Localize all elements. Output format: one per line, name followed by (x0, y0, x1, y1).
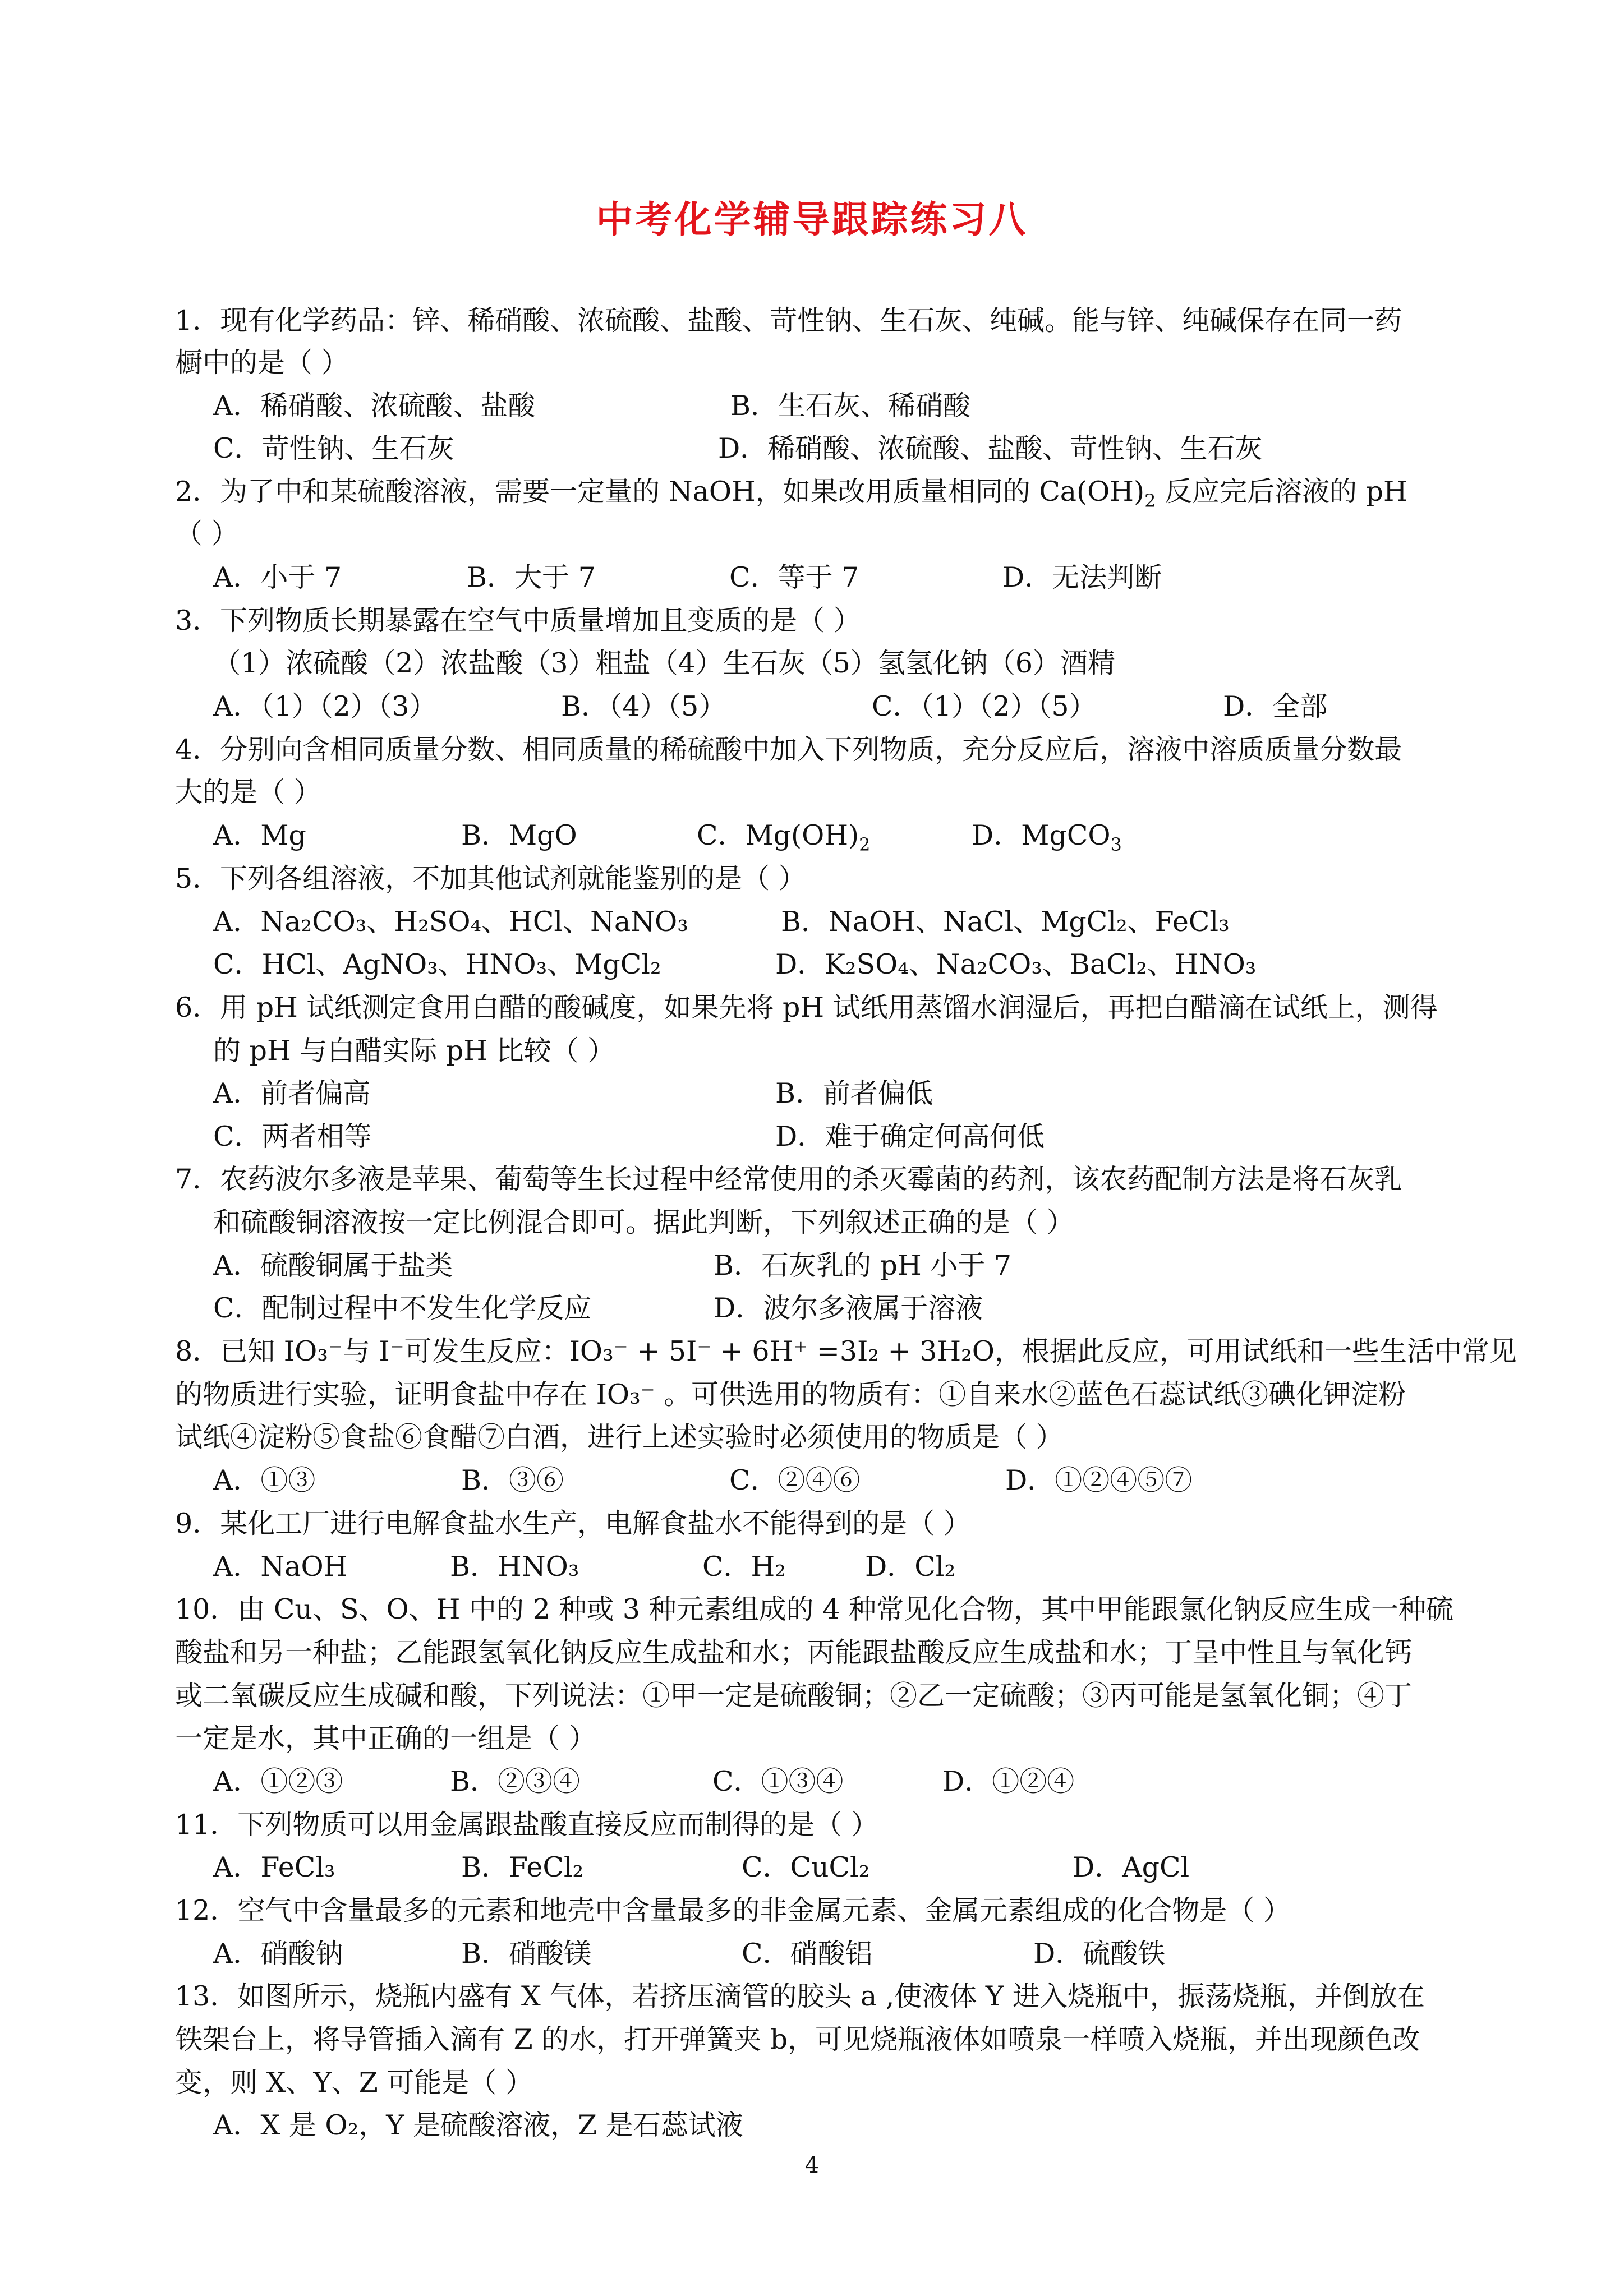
q7-option-a: A．硫酸铜属于盐类 (213, 1250, 453, 1281)
q13-option-a: A．X 是 O₂，Y 是硫酸溶液，Z 是石蕊试液 (213, 2109, 743, 2141)
q6-option-c: C．两者相等 (213, 1121, 372, 1152)
q6-stem-line2: 的 pH 与白醋实际 pH 比较（ ） (213, 1035, 615, 1067)
q8-stem-line3: 试纸④淀粉⑤食盐⑥食醋⑦白酒，进行上述实验时必须使用的物质是（ ） (175, 1421, 1064, 1453)
q11-option-b: B．FeCl₂ (461, 1851, 584, 1883)
q10-stem-line2: 酸盐和另一种盐；乙能跟氢氧化钠反应生成盐和水；丙能跟盐酸反应生成盐和水；丁呈中性且与氧化钙 (175, 1636, 1413, 1668)
q10-stem-line4: 一定是水，其中正确的一组是（ ） (175, 1722, 596, 1754)
q12-option-a: A．硝酸钠 (213, 1938, 343, 1970)
q12-option-b: B．硝酸镁 (461, 1938, 592, 1970)
q2-stem-line2: （ ） (175, 518, 239, 550)
q3-stem-line2: （1）浓硫酸（2）浓盐酸（3）粗盐（4）生石灰（5）氢氢化钠（6）酒精 (213, 647, 1116, 679)
page-title: 中考化学辅导跟踪练习八 (596, 198, 1028, 241)
q8-option-d: D．①②④⑤⑦ (1005, 1464, 1193, 1496)
q11-option-a: A．FeCl₃ (213, 1851, 335, 1883)
q5-option-c: C．HCl、AgNO₃、HNO₃、MgCl₂ (213, 948, 661, 980)
q10-option-a: A．①②③ (213, 1765, 343, 1797)
q2-option-d: D．无法判断 (1002, 561, 1162, 593)
q11-option-d: D．AgCl (1073, 1851, 1190, 1883)
q2-stem-line1 (175, 474, 1407, 510)
q6-option-a: A．前者偏高 (213, 1077, 371, 1109)
page-number: 4 (804, 2152, 820, 2178)
q11-stem-line1: 11．下列物质可以用金属跟盐酸直接反应而制得的是（ ） (175, 1809, 878, 1841)
q3-stem-line1: 3．下列物质长期暴露在空气中质量增加且变质的是（ ） (175, 605, 861, 637)
q10-option-c: C．①③④ (712, 1765, 844, 1797)
q5-option-b: B．NaOH、NaCl、MgCl₂、FeCl₃ (781, 906, 1230, 938)
q4-stem-line2: 大的是（ ） (175, 776, 321, 808)
q9-option-c: C．H₂ (702, 1551, 786, 1583)
q2-stem-subscript: 2 (1144, 490, 1156, 511)
q5-option-d: D．K₂SO₄、Na₂CO₃、BaCl₂、HNO₃ (775, 948, 1257, 980)
q3-option-d: D．全部 (1223, 690, 1328, 722)
q7-option-b: B．石灰乳的 pH 小于 7 (714, 1250, 1012, 1281)
q2-option-a: A．小于 7 (213, 561, 342, 593)
q2-option-c: C．等于 7 (729, 561, 859, 593)
q2-stem-part1: 2．为了中和某硫酸溶液，需要一定量的 NaOH，如果改用质量相同的 Ca(OH) (175, 476, 1145, 508)
q4-option-c (697, 818, 871, 854)
q6-option-d: D．难于确定何高何低 (775, 1121, 1045, 1152)
q3-option-a: A．（1）（2）（3） (213, 690, 437, 722)
q8-stem-line2: 的物质进行实验，证明食盐中存在 IO₃⁻ 。可供选用的物质有：①自来水②蓝色石蕊试纸③碘化钾淀粉 (175, 1378, 1406, 1410)
q4-option-d-text: D．MgCO (972, 819, 1111, 851)
q7-option-d: D．波尔多液属于溶液 (714, 1292, 983, 1324)
q9-option-a: A．NaOH (213, 1551, 348, 1583)
q13-stem-line2: 铁架台上，将导管插入滴有 Z 的水，打开弹簧夹 b，可见烧瓶液体如喷泉一样喷入烧瓶，并出现颜色改 (175, 2023, 1420, 2055)
q10-option-b: B．②③④ (450, 1765, 581, 1797)
q9-option-d: D．Cl₂ (865, 1551, 956, 1583)
q4-stem-line1: 4．分别向含相同质量分数、相同质量的稀硫酸中加入下列物质，充分反应后，溶液中溶质质量分数最 (175, 734, 1402, 766)
q2-option-b: B．大于 7 (467, 561, 596, 593)
q4-option-d-subscript: 3 (1110, 833, 1122, 855)
q12-option-d: D．硫酸铁 (1033, 1938, 1166, 1970)
q11-option-c: C．CuCl₂ (742, 1851, 870, 1883)
q12-stem-line1: 12．空气中含量最多的元素和地壳中含量最多的非金属元素、金属元素组成的化合物是（ ） (175, 1894, 1291, 1926)
q4-option-a: A．Mg (213, 819, 306, 851)
q8-stem-line1: 8．已知 IO₃⁻与 I⁻可发生反应：IO₃⁻ + 5I⁻ + 6H⁺ =3I₂ + 3H₂O，根据此反应，可用试纸和一些生活中常见 (175, 1335, 1517, 1367)
q1-option-d: D．稀硝酸、浓硫酸、盐酸、苛性钠、生石灰 (718, 432, 1263, 464)
q1-option-b: B．生石灰、稀硝酸 (730, 390, 971, 422)
q3-option-b: B．（4）（5） (561, 690, 726, 722)
q10-option-d: D．①②④ (942, 1765, 1075, 1797)
q9-stem-line1: 9．某化工厂进行电解食盐水生产，电解食盐水不能得到的是（ ） (175, 1507, 971, 1539)
q8-option-a: A．①③ (213, 1464, 316, 1496)
q5-option-a: A．Na₂CO₃、H₂SO₄、HCl、NaNO₃ (213, 906, 688, 938)
q1-stem-line1: 1．现有化学药品：锌、稀硝酸、浓硫酸、盐酸、苛性钠、生石灰、纯碱。能与锌、纯碱保存在同一药 (175, 305, 1402, 336)
q8-option-c: C．②④⑥ (729, 1464, 861, 1496)
q5-stem-line1: 5．下列各组溶液，不加其他试剂就能鉴别的是（ ） (175, 863, 806, 895)
q1-option-c: C．苛性钠、生石灰 (213, 432, 454, 464)
q13-stem-line1: 13．如图所示，烧瓶内盛有 X 气体，若挤压滴管的胶头 a ,使液体 Y 进入烧瓶中，振荡烧瓶，并倒放在 (175, 1980, 1425, 2012)
q2-stem-part2: 反应完后溶液的 pH (1156, 476, 1407, 508)
q9-option-b: B．HNO₃ (450, 1551, 579, 1583)
q10-stem-line3: 或二氧碳反应生成碱和酸，下列说法：①甲一定是硫酸铜；②乙一定硫酸；③丙可能是氢氧化铜；④丁 (175, 1680, 1413, 1712)
q6-option-b: B．前者偏低 (775, 1077, 933, 1109)
q1-stem-line2: 橱中的是（ ） (175, 347, 349, 379)
q1-option-a: A．稀硝酸、浓硫酸、盐酸 (213, 390, 536, 422)
q7-stem-line2: 和硫酸铜溶液按一定比例混合即可。据此判断，下列叙述正确的是（ ） (213, 1206, 1074, 1238)
q4-option-b: B．MgO (461, 819, 577, 851)
q10-stem-line1: 10．由 Cu、S、O、H 中的 2 种或 3 种元素组成的 4 种常见化合物，其中甲能跟氯化钠反应生成一种硫 (175, 1593, 1454, 1625)
q12-option-c: C．硝酸铝 (742, 1938, 873, 1970)
q7-option-c: C．配制过程中不发生化学反应 (213, 1292, 592, 1324)
q4-option-c-text: C．Mg(OH) (697, 819, 859, 851)
q4-option-c-subscript: 2 (859, 833, 871, 855)
q7-stem-line1: 7．农药波尔多液是苹果、葡萄等生长过程中经常使用的杀灭霉菌的药剂，该农药配制方法是将石灰乳 (175, 1163, 1402, 1195)
q4-option-d (972, 818, 1122, 854)
q6-stem-line1: 6．用 pH 试纸测定食用白醋的酸碱度，如果先将 pH 试纸用蒸馏水润湿后，再把白醋滴在试纸上，测得 (175, 992, 1438, 1023)
q13-stem-line3: 变，则 X、Y、Z 可能是（ ） (175, 2067, 533, 2099)
q3-option-c: C．（1）（2）（5） (872, 690, 1097, 722)
q8-option-b: B．③⑥ (461, 1464, 564, 1496)
